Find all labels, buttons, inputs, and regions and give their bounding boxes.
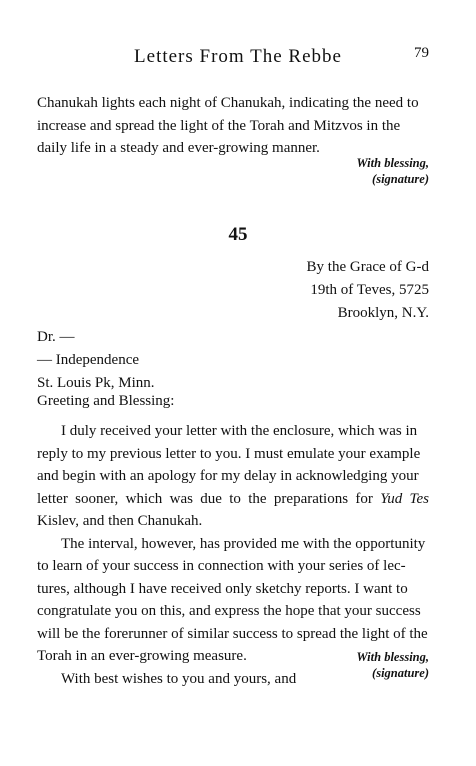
text-line: daily life in a steady and ever-growing manner. bbox=[37, 140, 320, 156]
closing-signature: (signature) bbox=[372, 172, 429, 186]
text-line: increase and spread the light of the Torah and Mitzvos in the bbox=[37, 117, 401, 134]
text-line: tures, although I have received only sketchy reports. I want to bbox=[37, 580, 408, 597]
text-line: reply to my previous letter to you. I must emulate your example bbox=[37, 445, 421, 462]
italic-term: Yud Tes bbox=[380, 490, 429, 507]
addressee-line: St. Louis Pk, Minn. bbox=[37, 375, 155, 391]
text-line: Chanukah lights each night of Chanukah, indicating the need to bbox=[37, 95, 419, 111]
letter-number: 45 bbox=[228, 224, 248, 245]
paragraph: With best wishes to you and yours, and bbox=[61, 670, 297, 687]
closing-blessing: With blessing, bbox=[356, 156, 429, 170]
text-line: will be the forerunner of similar success to spread the light of the bbox=[37, 625, 428, 642]
paragraph bbox=[37, 533, 429, 668]
text-line: Torah in an ever-growing measure. bbox=[37, 648, 247, 664]
text-line: congratulate you on this, and express the hope that your success bbox=[37, 603, 421, 619]
text-line: I duly received your letter with the enclosure, which was in bbox=[61, 423, 418, 439]
addressee bbox=[37, 326, 155, 395]
greeting: Greeting and Blessing: bbox=[37, 393, 175, 409]
text-line bbox=[37, 488, 429, 511]
text-line: The interval, however, has provided me with the opportunity bbox=[61, 535, 426, 552]
dateline-line: By the Grace of G-d bbox=[306, 259, 429, 275]
text-line: and begin with an apology for my delay in acknowledging your bbox=[37, 468, 419, 484]
page-number: 79 bbox=[414, 45, 429, 61]
dateline bbox=[307, 256, 429, 325]
running-title: Letters From The Rebbe bbox=[134, 46, 342, 67]
addressee-line: — Independence bbox=[37, 352, 140, 368]
letter-closing bbox=[357, 649, 429, 681]
paragraph bbox=[37, 420, 429, 533]
dateline-line: Brooklyn, N.Y. bbox=[337, 305, 429, 321]
previous-letter-text bbox=[37, 92, 429, 160]
previous-letter-closing bbox=[357, 155, 429, 187]
addressee-line: Dr. — bbox=[37, 329, 75, 345]
text-line-part: letter sooner, which was due to the preparations for bbox=[37, 490, 373, 507]
text-line: Kislev, and then Chanukah. bbox=[37, 513, 203, 529]
closing-signature: (signature) bbox=[372, 666, 429, 680]
closing-blessing: With blessing, bbox=[356, 650, 429, 664]
dateline-line: 19th of Teves, 5725 bbox=[310, 282, 429, 298]
text-line: to learn of your success in connection with your series of lec- bbox=[37, 558, 406, 574]
